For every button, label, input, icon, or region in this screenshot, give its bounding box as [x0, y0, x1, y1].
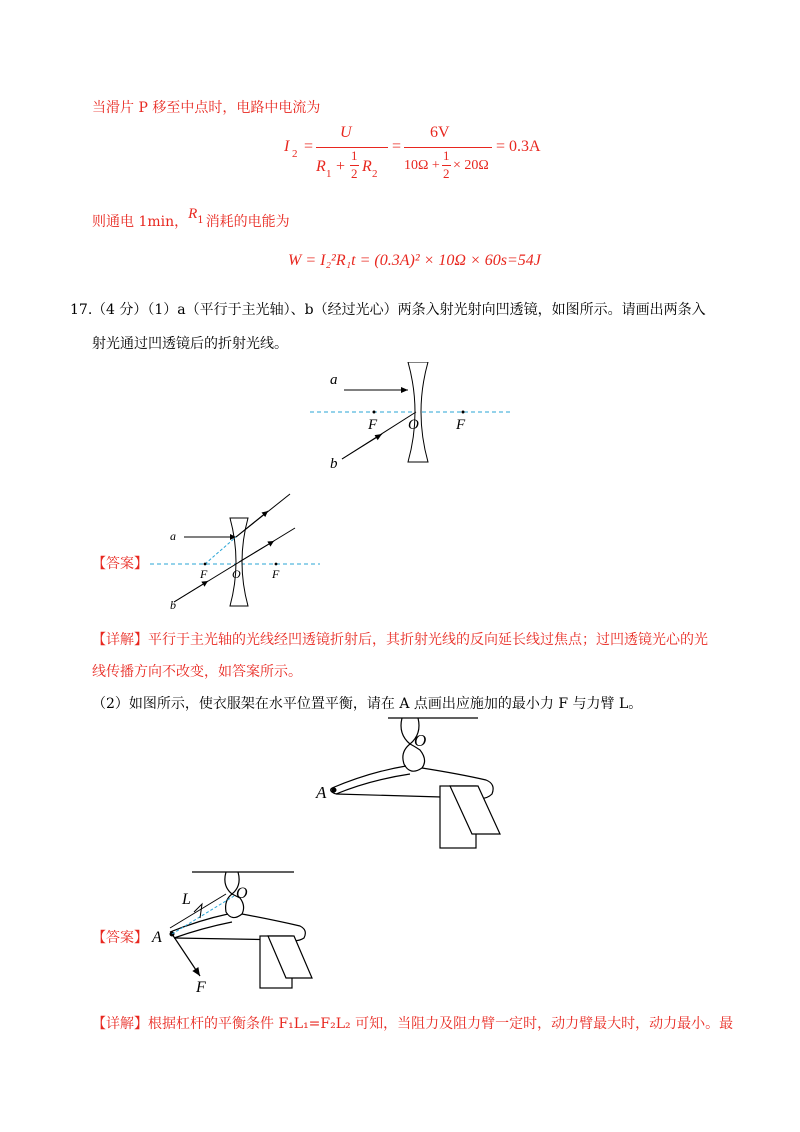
- eq1-half-num: 1: [351, 148, 358, 163]
- hanger-figure: [310, 716, 510, 856]
- answer-force-arrow: [172, 934, 200, 976]
- eq1-den-r1-sub: 1: [326, 168, 332, 180]
- answer-label-2: 【答案】: [92, 930, 148, 946]
- answer-ray-a-extension: [205, 537, 236, 564]
- answer-label-1: 【答案】: [92, 556, 148, 572]
- eq1-half2-num: 1: [443, 148, 450, 163]
- answer-focal-right: [275, 563, 278, 566]
- label-o: O: [408, 417, 419, 433]
- current-equation: I 2 = U R 1 + 1 2 R 2 = 6V 10Ω + 1 2 × 20Ω = 0.3A: [284, 124, 541, 181]
- eq1-frac2-den-b: × 20Ω: [453, 158, 489, 173]
- question-number: 17.: [70, 302, 93, 318]
- label-a: a: [330, 372, 338, 388]
- answer-label-pivot-o: O: [236, 885, 248, 902]
- hanger-arm-left-bottom: [336, 774, 410, 794]
- answer-label-force-f: F: [196, 979, 206, 996]
- answer-label-a: a: [170, 529, 176, 543]
- current-intro-text: 当滑片 P 移至中点时，电路中电流为: [92, 100, 321, 116]
- answer-label-o: O: [232, 567, 241, 581]
- answer-arm-left-bottom: [174, 922, 232, 938]
- answer-lever-arm-bracket: [170, 894, 226, 928]
- eq1-den-r2: R: [362, 158, 372, 175]
- answer-hanger-figure: [150, 868, 330, 998]
- detail-1-line2: 线传播方向不改变，如答案所示。: [92, 664, 302, 680]
- label-b: b: [330, 456, 338, 472]
- question-text-line2: 射光通过凹透镜后的折射光线。: [92, 336, 288, 352]
- eq1-lhs: I: [284, 138, 290, 155]
- point-a: [332, 788, 337, 793]
- eq1-result: = 0.3A: [496, 138, 541, 155]
- eq1-half2-den: 2: [443, 166, 450, 181]
- question-text-line1: （4 分）（1）a（平行于主光轴）、b（经过光心）两条入射光射向凹透镜，如图所示。请画出两条入: [92, 302, 706, 318]
- concave-lens-figure: [300, 362, 520, 477]
- label-f-left: F: [368, 417, 378, 433]
- detail-1-line1: 【详解】平行于主光轴的光线经凹透镜折射后，其折射光线的反向延长线过焦点；过凹透镜光心的光: [92, 632, 708, 648]
- energy-intro-text: [92, 206, 290, 234]
- answer-ray-b-arrow-in: [174, 581, 208, 602]
- eq1-frac2-num: 6V: [430, 124, 450, 141]
- focal-point-right: [462, 411, 465, 414]
- answer-label-point-a: A: [152, 929, 162, 946]
- answer-label-f-right: F: [272, 567, 280, 581]
- eq1-frac1-num: U: [340, 124, 352, 141]
- eq1-den-r2-sub: 2: [372, 168, 378, 180]
- answer-ray-b-arrow-out: [239, 541, 274, 562]
- ray-b-arrow: [342, 434, 382, 459]
- eq1-den-plus: +: [336, 158, 346, 175]
- answer-focal-left: [204, 563, 207, 566]
- energy-intro-post: 消耗的电能为: [205, 214, 290, 230]
- answer-label-f-left: F: [200, 567, 208, 581]
- answer-label-lever-arm-l: L: [182, 891, 191, 908]
- eq1-frac2-den-a: 10Ω +: [404, 158, 440, 173]
- answer-lens-figure: [150, 490, 325, 610]
- focal-point-left: [373, 411, 376, 414]
- eq1-half-den: 2: [351, 166, 358, 181]
- eq1-den-r1: R: [316, 158, 326, 175]
- label-pivot-o: O: [414, 731, 427, 750]
- question-part2-text: （2）如图所示，使衣服架在水平位置平衡，请在 A 点画出应施加的最小力 F 与力臂 L。: [92, 696, 643, 712]
- answer-label-b: b: [170, 598, 176, 610]
- energy-intro-pre: 则通电 1min，: [92, 214, 189, 230]
- eq1-lhs-sub: 2: [292, 148, 298, 160]
- detail-2-line1: 【详解】根据杠杆的平衡条件 F₁L₁=F₂L₂ 可知，当阻力及阻力臂一定时，动力臂最大时，动力最小。最: [92, 1016, 734, 1032]
- energy-equation: W = I₂²R₁t = (0.3A)² × 10Ω × 60s=54J: [288, 252, 541, 269]
- label-f-right: F: [456, 417, 466, 433]
- energy-intro-r-sub: 1: [197, 215, 204, 226]
- label-point-a: A: [316, 783, 327, 802]
- energy-intro-r: R: [188, 206, 198, 222]
